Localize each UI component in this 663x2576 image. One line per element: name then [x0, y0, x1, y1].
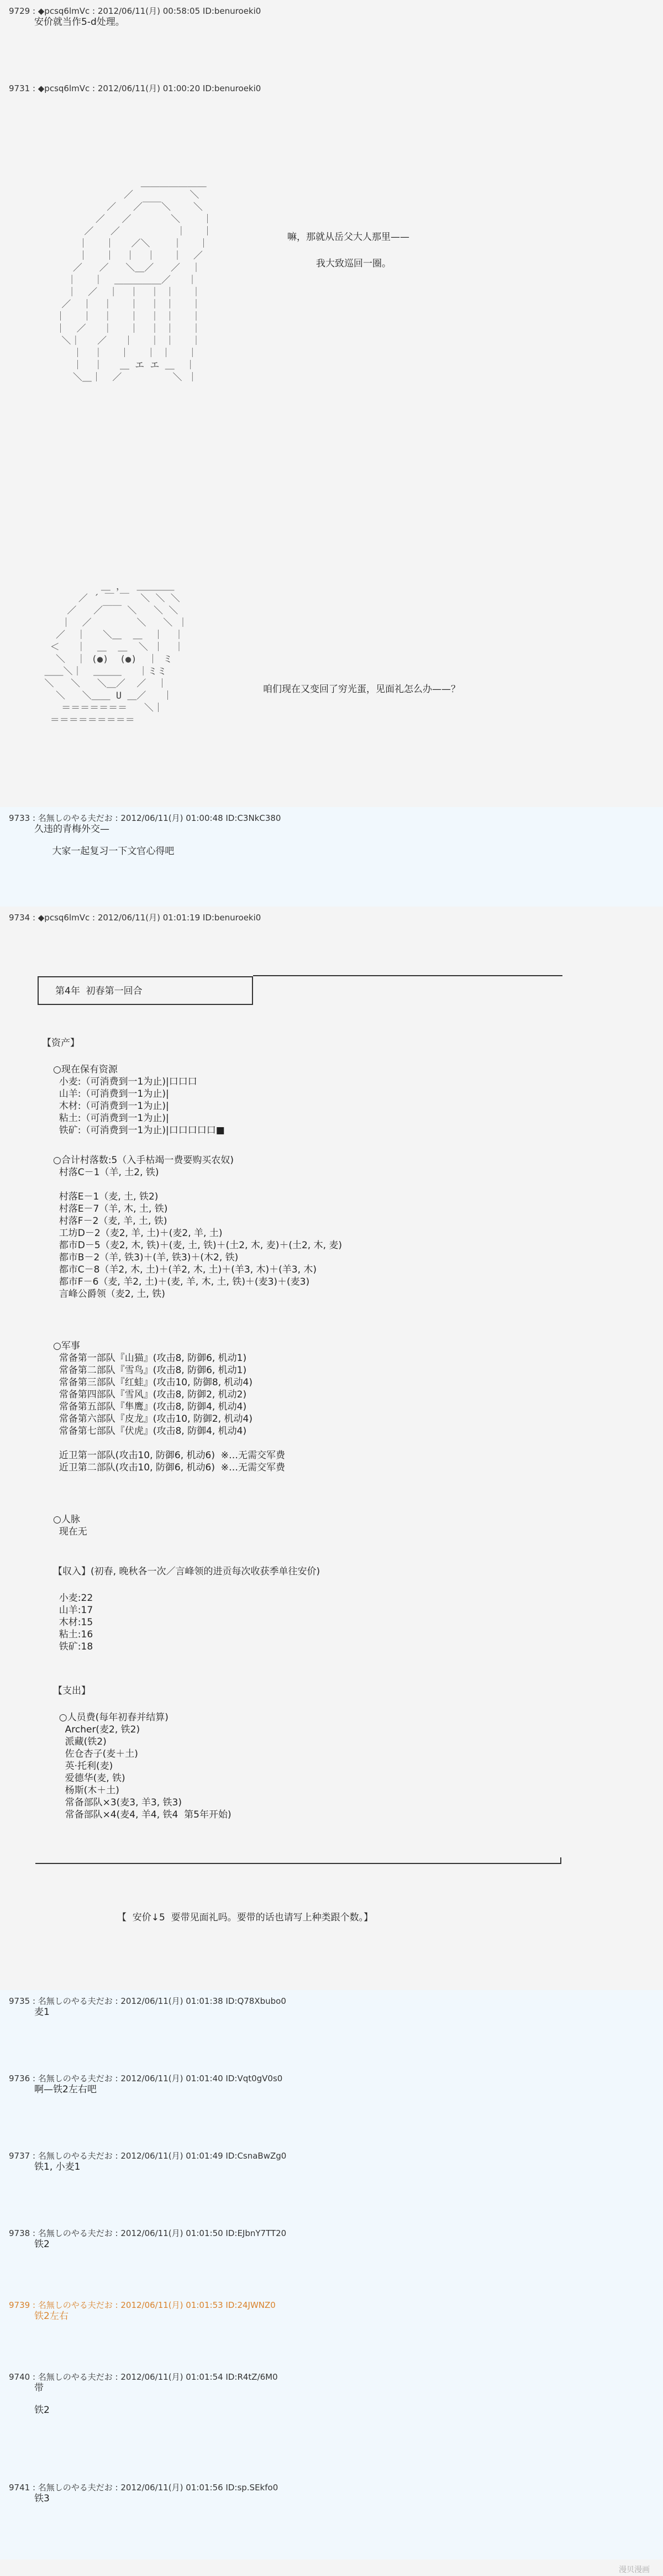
status-title-left-line — [38, 976, 39, 1005]
post-9737 — [0, 2145, 663, 2222]
post-header: 9731 : ◆pcsq6lmVc : 2012/06/11(月) 01:00:20 ID:benuroeki0 — [9, 83, 261, 93]
post-9733 — [0, 807, 663, 907]
military-list: ○军事 常备第一部队『山猫』(攻击8, 防御6, 机动1) 常备第二部队『雪鸟』(攻击8, 防御6, 机动1) 常备第三部队『红蛙』(攻击10, 防御8, 机动4) 常备第四部队『雪风』(攻击8, 防御2, 机动2) 常备第五部队『隼鹰』(攻击8, 防御4, 机动4) 常备第六部队『皮龙』(攻击10, 防御2, 机动4) 常备第七部队『伏虎』(攻击8, 防御4, 机动4) 近卫第一部队(攻击10, 防御6, 机动6) ※…无需交军费 近卫第二部队(攻击10, 防御6, 机动6) ※…无需交军费 — [53, 1341, 286, 1473]
post-9738 — [0, 2222, 663, 2294]
post-body: 麦1 — [34, 2007, 50, 2018]
villages-list: ○合计村落数:5（入手枯竭一费要购买农奴) 村落C－1（羊, 土2, 铁) 村落E－1（麦, 土, 铁2) 村落E－7（羊, 木, 土, 铁) 村落F－2（麦, 羊, 土, 铁) 工坊D－2（麦2, 羊, 土)＋(麦2, 羊, 土) 都市D－5（麦2, 木, 铁)＋(麦, 土, 铁)＋(土2, 木, 麦)＋(土2, 木, 麦) 都市B－2（羊, 铁3)＋(羊, 铁3)＋(木2, 铁) 都市C－8（羊2, 木, 土)＋(羊2, 木, 土)＋(羊3, 木)＋(羊3, 木) 都市F－6（麦, 羊2, 土)＋(麦, 羊, 木, 土, 铁)＋(麦3)＋(麦3) 言峰公爵领（麦2, 土, 铁) — [53, 1155, 343, 1300]
resources-label: 【资产】 — [42, 1038, 80, 1049]
post-body: 久违的青梅外交— 大家一起复习一下文官心得吧 — [34, 824, 175, 857]
watermark: 漫贝漫画 — [619, 2565, 650, 2574]
ascii-art-figure-2: ＿ ， ＿＿＿＿ ／ ´ ￣ ￣ ＼ ＼ ＼ ／ ／￣￣ ＼ ＼ ＼ ｜ ／ ＼ ＼ ｜ ／ ｜ ＼＿ ＿ ｜ ｜ ＜ ｜ ＿ ＿ ＼ ｜ ｜ ＼ ｜ (●) (●) ｜ ミ ＿＿＼｜ ＿＿＿ ｜ミミ ＼ ＼ ＼＿／ ／ ｜ ＼ ＼＿＿ U ＿／ ｜ ＝＝＝＝＝＝＝ ＼｜ ＝＝＝＝＝＝＝＝＝ — [44, 581, 188, 726]
post-9741 — [0, 2476, 663, 2559]
status-title: 第4年 初春第一回合 — [55, 986, 143, 997]
income-label: 【収入】(初春, 晚秋各一次／言峰领的进贡每次收获季单往安价) — [53, 1566, 320, 1577]
dialogue-line: 嘛，那就从岳父大人那里—— — [287, 232, 409, 243]
post-body: 铁2 — [34, 2239, 50, 2250]
post-9735 — [0, 1990, 663, 2067]
people-list: ○人脉 现在无 — [53, 1514, 87, 1537]
expense-list: ○人员费(每年初春并结算) Archer(麦2, 铁2) 派藏(铁2) 佐仓杏子(麦＋土) 英·托利(麦) 爱德华(麦, 铁) 杨斯(木＋土) 常备部队×3(麦3, 羊3, 铁3) 常备部队×4(麦4, 羊4, 铁4 第5年开始) — [59, 1712, 231, 1820]
post-header: 9736 : 名無しのやる夫だお : 2012/06/11(月) 01:01:40 ID:Vqt0gV0s0 — [9, 2074, 283, 2083]
post-header: 9733 : 名無しのやる夫だお : 2012/06/11(月) 01:00:48 ID:C3NkC380 — [9, 813, 281, 823]
post-header: 9740 : 名無しのやる夫だお : 2012/06/11(月) 01:01:54 ID:R4tZ/6M0 — [9, 2372, 278, 2382]
anka-prompt: 【 安价↓5 要带见面礼吗。要带的话也请写上种类跟个数。】 — [117, 1912, 373, 1923]
post-body: 铁1, 小麦1 — [34, 2161, 81, 2172]
post-header: 9734 : ◆pcsq6lmVc : 2012/06/11(月) 01:01:19 ID:benuroeki0 — [9, 913, 261, 923]
expense-label: 【支出】 — [53, 1685, 91, 1697]
income-list: 小麦:22 山羊:17 木材:15 粘土:16 铁矿:18 — [59, 1593, 93, 1652]
dialogue-line: 咱们现在又变回了穷光蛋，见面礼怎么办——？ — [263, 684, 460, 695]
status-bottom-line-end — [560, 1857, 561, 1864]
dialogue-line: 我大致巡回一圈。 — [316, 258, 391, 269]
status-title-top-line — [38, 976, 253, 977]
post-header: 9739 : 名無しのやる夫だお : 2012/06/11(月) 01:01:53 ID:24JWNZ0 — [9, 2300, 276, 2310]
status-title-bottom-line — [38, 1004, 253, 1005]
post-9736 — [0, 2067, 663, 2145]
post-9729 — [0, 0, 663, 77]
post-header: 9741 : 名無しのやる夫だお : 2012/06/11(月) 01:01:56 ID:sp.SEkfo0 — [9, 2483, 278, 2493]
status-bottom-line — [35, 1863, 561, 1864]
post-9739 — [0, 2294, 663, 2366]
post-header: 9729 : ◆pcsq6lmVc : 2012/06/11(月) 00:58:05 ID:benuroeki0 — [9, 6, 261, 16]
footer-bar — [0, 2559, 663, 2576]
status-title-top-line-right — [253, 975, 562, 976]
post-body: 带 铁2 — [34, 2383, 50, 2416]
status-title-right-line — [252, 976, 253, 1005]
post-header: 9738 : 名無しのやる夫だお : 2012/06/11(月) 01:01:50 ID:EJbnY7TT20 — [9, 2228, 287, 2238]
post-header: 9735 : 名無しのやる夫だお : 2012/06/11(月) 01:01:38 ID:Q78Xbubo0 — [9, 1996, 286, 2006]
post-body: 铁3 — [34, 2493, 50, 2504]
post-body: 安价就当作5-d处理。 — [34, 17, 125, 28]
resources-list: ○现在保有资源 小麦:（可消费到一1为止)|口口口 山羊:（可消费到一1为止)| 木材:（可消费到一1为止)| 粘土:（可消费到一1为止)| 铁矿:（可消费到一1为止)|口口口口口■ — [53, 1064, 225, 1136]
ascii-art-figure-1: ＿＿＿＿＿＿＿ ／ ＼ ／ ／￣￣＼ ＼ ／ ／ ＼ ｜ ／ ／ ｜ ｜ ｜ ｜ ／＼ ｜ ｜ ｜ ｜ ｜ ｜ ｜ ／ ／ ／ ＼＿／ ／ ｜ ｜ ｜ ＿＿＿＿＿／ ｜ ｜ ／ ｜ ｜ ｜ ｜ ｜ ／ ｜ ｜ ｜ ｜ ｜ ｜ ｜ ｜ ｜ ｜ ｜ ｜ ｜ ｜ ／ ｜ ｜ ｜ ｜ ｜ ＼｜ ／ ｜ ｜ ｜ ｜ ｜ ｜ ｜ ｜ ｜ ｜ ｜ ｜ ＿ エ エ ＿ ｜ ＼＿｜ ／ ＼ ｜ — [56, 177, 213, 383]
post-header: 9737 : 名無しのやる夫だお : 2012/06/11(月) 01:01:49 ID:CsnaBwZg0 — [9, 2151, 287, 2161]
post-body: 啊—铁2左右吧 — [34, 2084, 97, 2095]
post-9740 — [0, 2366, 663, 2476]
post-body: 铁2左右 — [34, 2311, 69, 2322]
